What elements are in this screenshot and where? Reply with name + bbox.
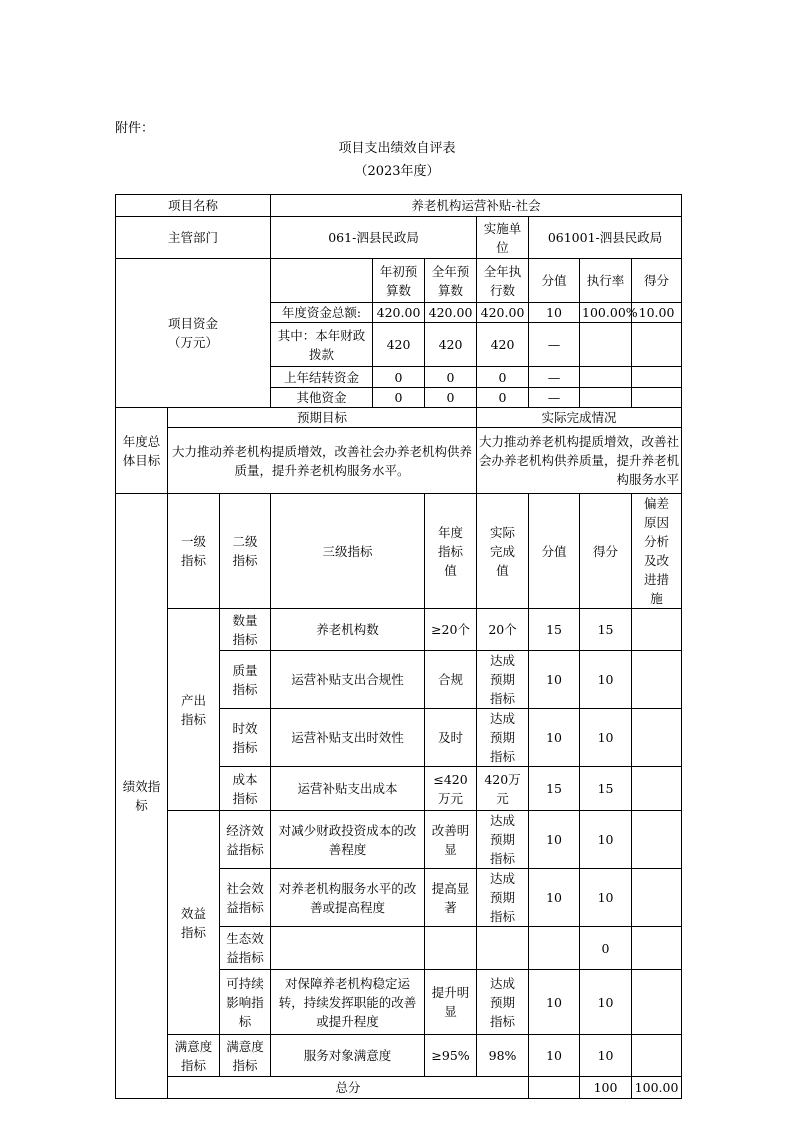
goals-content-row	[116, 428, 682, 494]
col-actual: 实际完成值	[477, 494, 529, 609]
reason-cell	[632, 927, 682, 970]
perf-label: 绩效指标	[116, 494, 168, 1099]
score-cell: 10	[580, 811, 632, 869]
funds-score	[632, 367, 682, 388]
col-score: 得分	[580, 494, 632, 609]
funds-exec: 0	[477, 388, 529, 408]
actual-cell	[477, 927, 529, 970]
actual-goal-label: 实际完成情况	[477, 408, 682, 428]
funds-score-value: —	[529, 323, 580, 367]
col-level2: 二级指标	[220, 494, 271, 609]
reason-cell	[632, 811, 682, 869]
funds-row-label: 上年结转资金	[271, 367, 373, 388]
level2-cell: 时效指标	[220, 709, 271, 767]
total-score-value: 100	[580, 1077, 632, 1099]
score-value-cell: 10	[529, 811, 580, 869]
score-cell: 10	[580, 970, 632, 1035]
output-indicator-label: 产出指标	[168, 609, 220, 811]
level2-cell: 质量指标	[220, 651, 271, 709]
funds-initial: 0	[373, 388, 425, 408]
score-cell: 10	[580, 709, 632, 767]
level2-cell: 社会效益指标	[220, 869, 271, 927]
score-cell: 15	[580, 609, 632, 651]
actual-cell: 达成预期指标	[477, 651, 529, 709]
goals-header-row	[116, 408, 682, 428]
score-value-cell: 10	[529, 651, 580, 709]
target-cell: 提高显著	[425, 869, 477, 927]
actual-cell: 20个	[477, 609, 529, 651]
col-execution: 全年执行数	[477, 259, 529, 303]
level2-cell: 经济效益指标	[220, 811, 271, 869]
page-subtitle: （2023年度）	[354, 164, 440, 179]
total-score: 100.00	[632, 1077, 682, 1099]
attachment-label: 附件：	[115, 121, 155, 136]
funds-initial: 420.00	[373, 303, 425, 323]
score-cell: 10	[580, 869, 632, 927]
level3-cell: 对保障养老机构稳定运转，持续发挥职能的改善或提升程度	[271, 970, 425, 1035]
score-cell: 10	[580, 1035, 632, 1077]
total-blank	[529, 1077, 580, 1099]
total-row	[116, 1077, 682, 1099]
benefit-indicator-label: 效益指标	[168, 811, 220, 1035]
dept-value: 061-泗县民政局	[271, 217, 477, 259]
col-level1: 一级指标	[168, 494, 220, 609]
dept-label: 主管部门	[116, 217, 271, 259]
reason-cell	[632, 609, 682, 651]
reason-cell	[632, 1035, 682, 1077]
score-value-cell: 10	[529, 970, 580, 1035]
project-name-label: 项目名称	[116, 195, 271, 217]
target-cell: ≥95%	[425, 1035, 477, 1077]
funds-full: 0	[425, 367, 477, 388]
actual-cell: 420万元	[477, 767, 529, 811]
funds-score-value: —	[529, 367, 580, 388]
level3-cell: 对减少财政投资成本的改善程度	[271, 811, 425, 869]
reason-cell	[632, 869, 682, 927]
funds-row-label: 年度资金总额:	[271, 303, 373, 323]
expected-goal-label: 预期目标	[168, 408, 477, 428]
target-cell: 改善明显	[425, 811, 477, 869]
level3-cell: 对养老机构服务水平的改善或提高程度	[271, 869, 425, 927]
reason-cell	[632, 767, 682, 811]
score-cell: 10	[580, 651, 632, 709]
actual-cell: 达成预期指标	[477, 811, 529, 869]
funds-exec: 420.00	[477, 303, 529, 323]
actual-goal-text: 大力推动养老机构提质增效，改善社会办养老机构供养质量，提升养老机构服务水平	[477, 428, 682, 494]
level2-cell: 可持续影响指标	[220, 970, 271, 1035]
funds-label: 项目资金（万元）	[116, 259, 271, 408]
level2-cell: 生态效益指标	[220, 927, 271, 970]
col-score: 得分	[632, 259, 682, 303]
col-exec-rate: 执行率	[580, 259, 632, 303]
impl-value: 061001-泗县民政局	[529, 217, 682, 259]
col-reason: 偏差原因分析及改进措施	[632, 494, 682, 609]
funds-row-label: 其中：本年财政拨款	[271, 323, 373, 367]
funds-header-row	[116, 259, 682, 303]
project-name-value: 养老机构运营补贴-社会	[271, 195, 682, 217]
level2-cell: 满意度指标	[220, 1035, 271, 1077]
reason-cell	[632, 651, 682, 709]
funds-exec: 0	[477, 367, 529, 388]
target-cell: ≥20个	[425, 609, 477, 651]
col-level3: 三级指标	[271, 494, 425, 609]
funds-full: 0	[425, 388, 477, 408]
level3-cell: 服务对象满意度	[271, 1035, 425, 1077]
reason-cell	[632, 709, 682, 767]
funds-initial: 0	[373, 367, 425, 388]
project-name-row	[116, 195, 682, 217]
level3-cell: 养老机构数	[271, 609, 425, 651]
actual-cell: 达成预期指标	[477, 869, 529, 927]
funds-row-label: 其他资金	[271, 388, 373, 408]
actual-cell: 98%	[477, 1035, 529, 1077]
target-cell: 合规	[425, 651, 477, 709]
col-target: 年度指标值	[425, 494, 477, 609]
expected-goal-text: 大力推动养老机构提质增效，改善社会办养老机构供养质量，提升养老机构服务水平。	[168, 428, 477, 494]
score-value-cell: 10	[529, 709, 580, 767]
funds-rate	[580, 388, 632, 408]
funds-full: 420	[425, 323, 477, 367]
score-value-cell: 15	[529, 767, 580, 811]
perf-row	[116, 811, 682, 869]
funds-header-blank	[271, 259, 373, 303]
actual-cell: 达成预期指标	[477, 709, 529, 767]
target-cell	[425, 927, 477, 970]
funds-full: 420.00	[425, 303, 477, 323]
goals-label: 年度总体目标	[116, 408, 168, 494]
score-cell: 15	[580, 767, 632, 811]
score-value-cell: 10	[529, 869, 580, 927]
reason-cell	[632, 970, 682, 1035]
score-value-cell: 15	[529, 609, 580, 651]
level3-cell	[271, 927, 425, 970]
score-value-cell	[529, 927, 580, 970]
col-initial-budget: 年初预算数	[373, 259, 425, 303]
target-cell: 提升明显	[425, 970, 477, 1035]
score-cell: 0	[580, 927, 632, 970]
level3-cell: 运营补贴支出时效性	[271, 709, 425, 767]
page-title: 项目支出绩效自评表	[338, 141, 456, 156]
funds-exec: 420	[477, 323, 529, 367]
col-full-budget: 全年预算数	[425, 259, 477, 303]
col-score-value: 分值	[529, 494, 580, 609]
funds-rate	[580, 367, 632, 388]
funds-score-value: 10	[529, 303, 580, 323]
level2-cell: 数量指标	[220, 609, 271, 651]
perf-row	[116, 609, 682, 651]
col-score-value: 分值	[529, 259, 580, 303]
total-label: 总分	[168, 1077, 529, 1099]
level2-cell: 成本指标	[220, 767, 271, 811]
funds-initial: 420	[373, 323, 425, 367]
level3-cell: 运营补贴支出合规性	[271, 651, 425, 709]
level3-cell: 运营补贴支出成本	[271, 767, 425, 811]
funds-score: 10.00	[632, 303, 682, 323]
actual-cell: 达成预期指标	[477, 970, 529, 1035]
funds-score	[632, 388, 682, 408]
funds-score-value: —	[529, 388, 580, 408]
department-row	[116, 217, 682, 259]
target-cell: 及时	[425, 709, 477, 767]
perf-header-row	[116, 494, 682, 609]
funds-score	[632, 323, 682, 367]
target-cell: ≤420万元	[425, 767, 477, 811]
funds-rate: 100.00%	[580, 303, 632, 323]
evaluation-table	[115, 194, 682, 1099]
score-value-cell: 10	[529, 1035, 580, 1077]
impl-label: 实施单位	[477, 217, 529, 259]
satisfaction-level1: 满意度指标	[168, 1035, 220, 1077]
perf-row	[116, 1035, 682, 1077]
funds-rate	[580, 323, 632, 367]
